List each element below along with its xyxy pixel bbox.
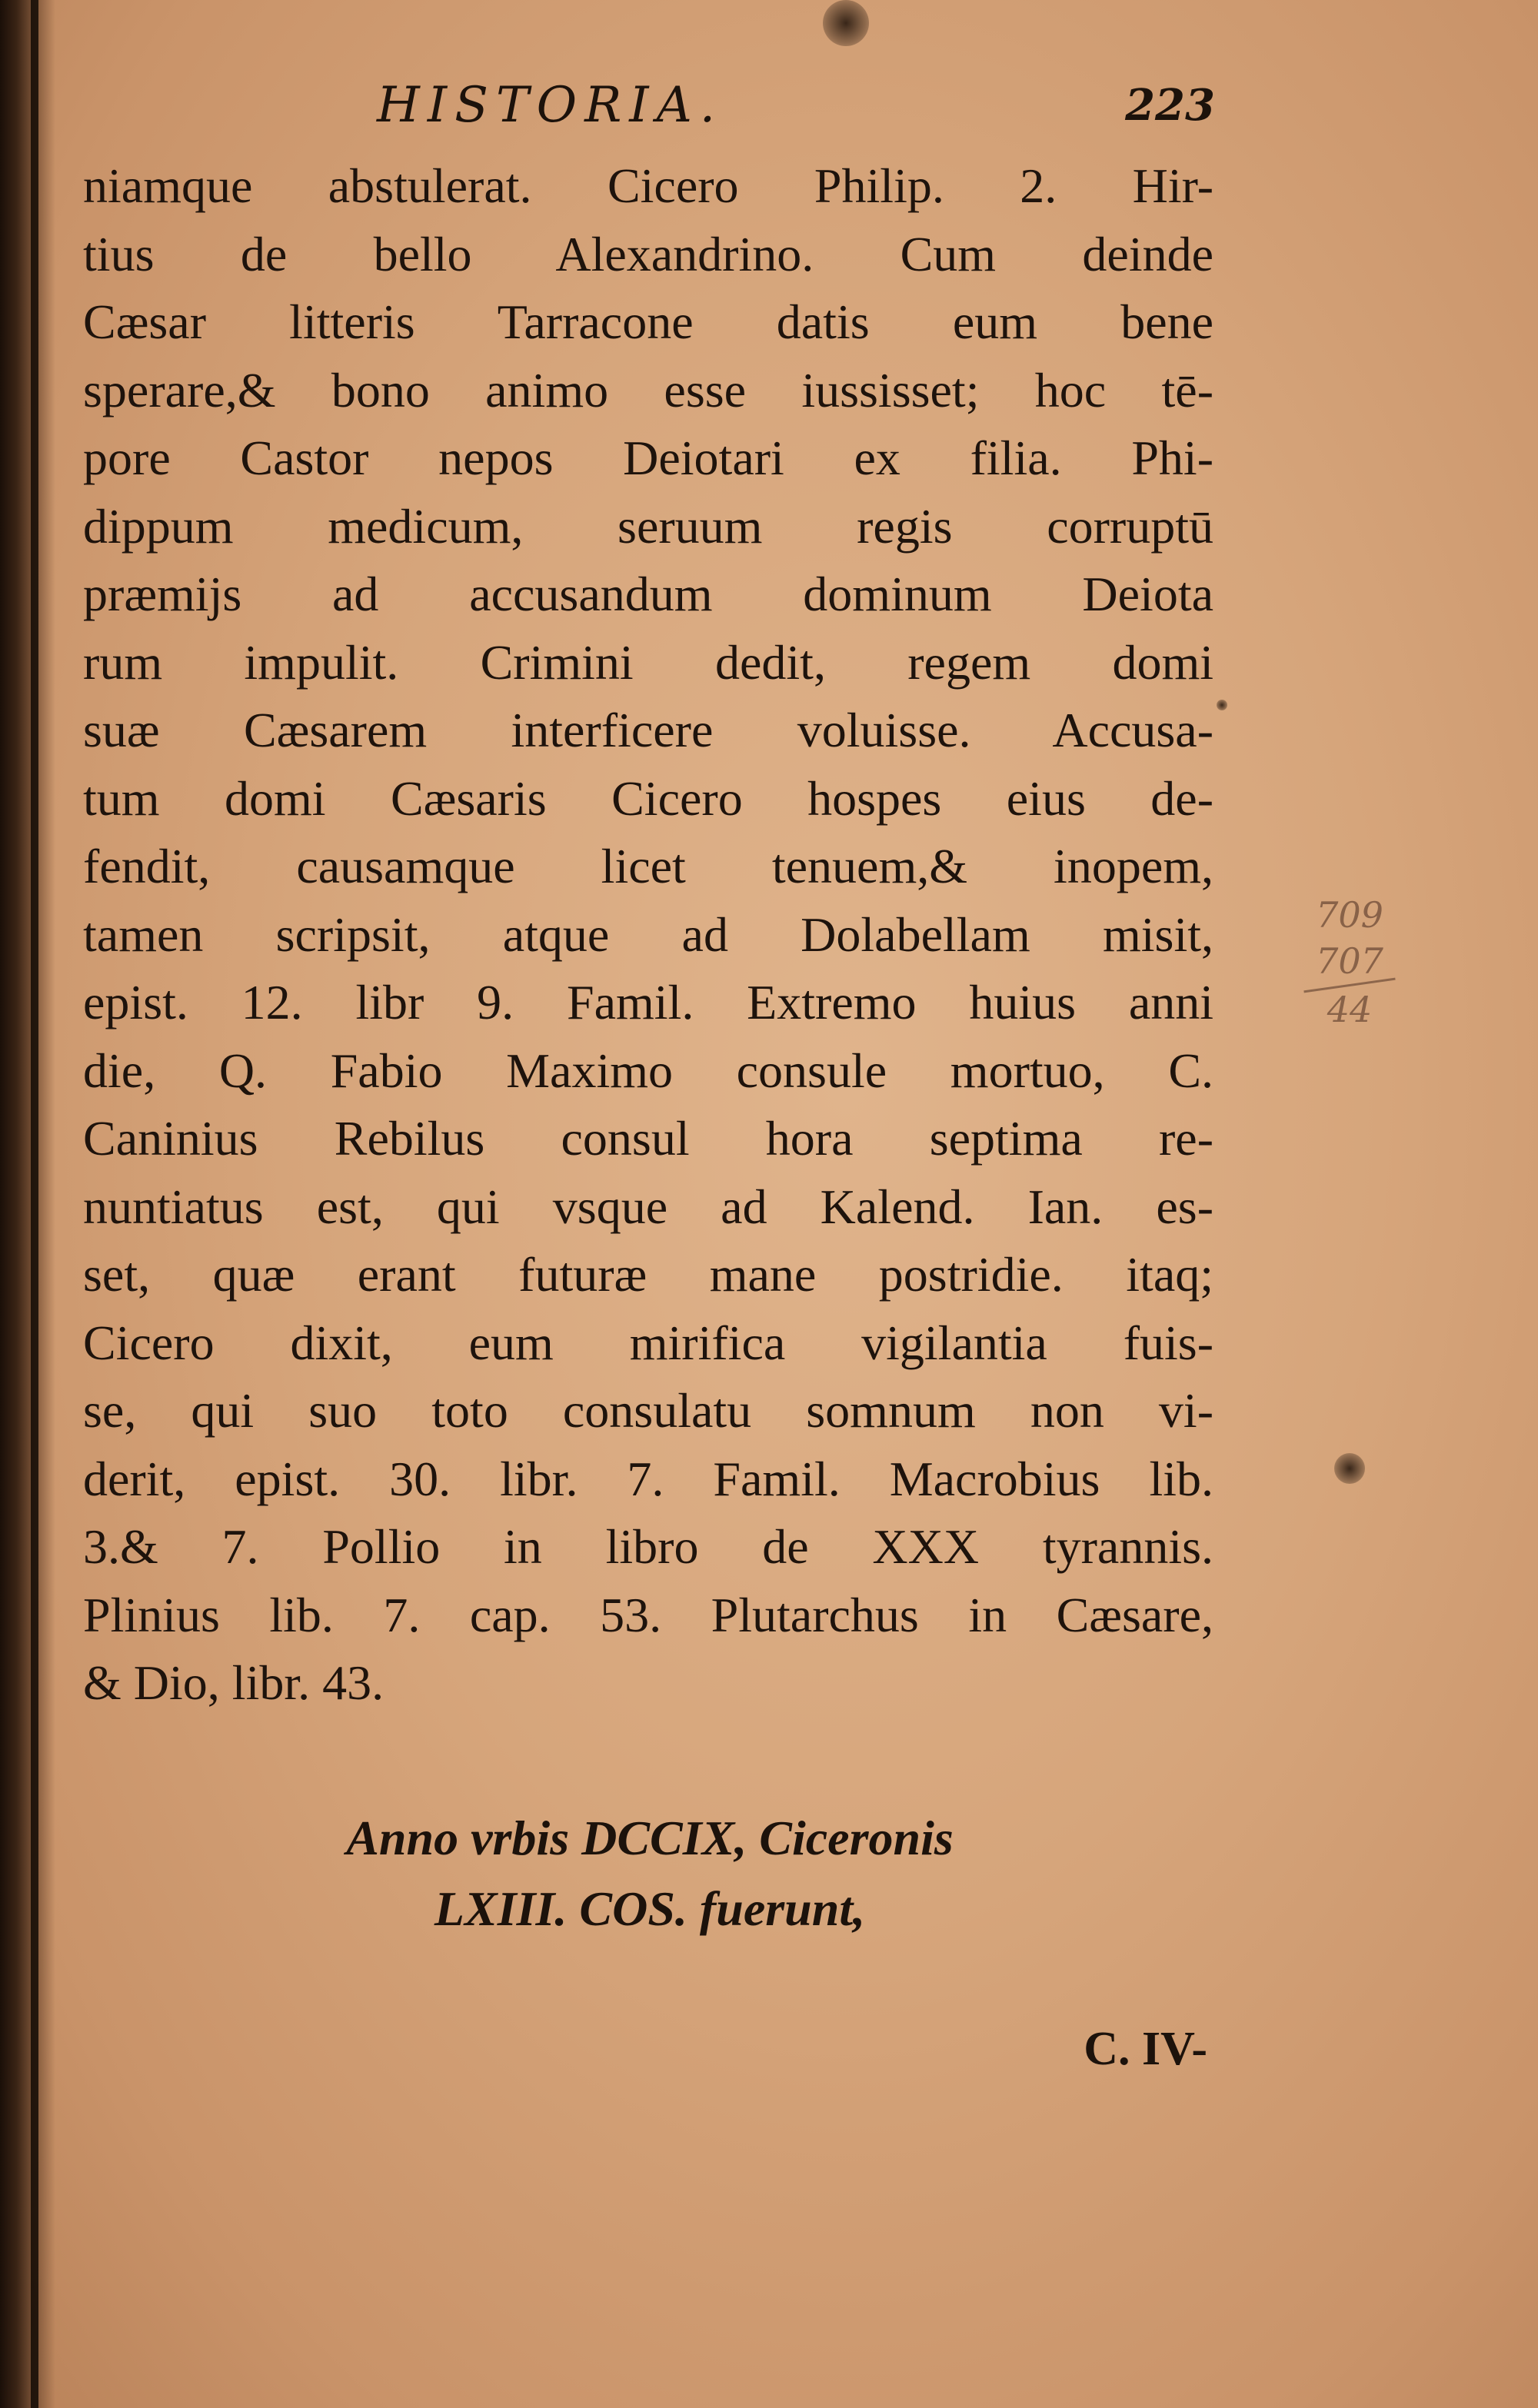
text-line: fendit, causamque licet tenuem,& inopem, — [83, 839, 1213, 893]
text-line: Cicero dixit, eum mirifica vigilantia fuis- — [83, 1315, 1213, 1370]
ink-speck-right — [1217, 700, 1227, 710]
text-line: Plinius lib. 7. cap. 53. Plutarchus in Cæsare, — [83, 1587, 1213, 1642]
binding-gutter — [0, 0, 55, 2408]
text-line: & Dio, libr. 43. — [83, 1655, 384, 1710]
text-line: tius de bello Alexandrino. Cum deinde — [83, 226, 1213, 281]
section-heading-line: LXIII. COS. fuerunt, — [434, 1881, 866, 1936]
text-line: Cæsar litteris Tarracone datis eum bene — [83, 294, 1213, 349]
section-heading-line: Anno vrbis DCCIX, Ciceronis — [346, 1811, 954, 1865]
text-line: tum domi Cæsaris Cicero hospes eius de- — [83, 770, 1213, 826]
text-line: suæ Cæsarem interficere voluisse. Accusa- — [83, 703, 1213, 757]
section-heading — [85, 1803, 1215, 1944]
margin-note-line: 709 — [1316, 894, 1383, 936]
page-header — [85, 77, 1215, 146]
catchword: C. IV- — [1084, 2023, 1207, 2075]
text-line: dippum medicum, seruum regis corruptū — [83, 498, 1213, 554]
text-line: præmijs ad accusandum dominum Deiota — [83, 567, 1213, 621]
handwritten-margin-notes — [1284, 892, 1415, 1033]
running-title: HISTORIA. — [377, 77, 724, 134]
text-line: sperare,& bono animo esse iussisset; hoc tē- — [83, 362, 1213, 417]
margin-note-line: 44 — [1327, 989, 1373, 1030]
text-line: se, qui suo toto consulatu somnum non vi- — [83, 1383, 1213, 1438]
text-line: Caninius Rebilus consul hora septima re- — [83, 1111, 1213, 1166]
body-paragraph — [83, 152, 1213, 1718]
text-line: derit, epist. 30. libr. 7. Famil. Macrobius lib. — [83, 1451, 1213, 1506]
page-number: 223 — [1125, 80, 1215, 131]
text-line: 3.& 7. Pollio in libro de XXX tyrannis. — [83, 1519, 1213, 1574]
text-line: tamen scripsit, atque ad Dolabellam misit, — [83, 906, 1213, 962]
binding-edge — [31, 0, 38, 2408]
margin-note-line: 707 — [1316, 940, 1383, 982]
text-line: niamque abstulerat. Cicero Philip. 2. Hir- — [83, 158, 1213, 213]
text-line: pore Castor nepos Deiotari ex filia. Phi- — [83, 431, 1213, 485]
text-line: nuntiatus est, qui vsque ad Kalend. Ian. es- — [83, 1179, 1213, 1234]
text-line: set, quæ erant futuræ mane postridie. itaq; — [83, 1247, 1213, 1302]
ink-stain-right — [1334, 1453, 1365, 1484]
text-line: rum impulit. Crimini dedit, regem domi — [83, 634, 1213, 690]
text-line: epist. 12. libr 9. Famil. Extremo huius anni — [83, 975, 1213, 1029]
text-line: die, Q. Fabio Maximo consule mortuo, C. — [83, 1043, 1213, 1098]
ink-stain-top — [823, 0, 869, 46]
